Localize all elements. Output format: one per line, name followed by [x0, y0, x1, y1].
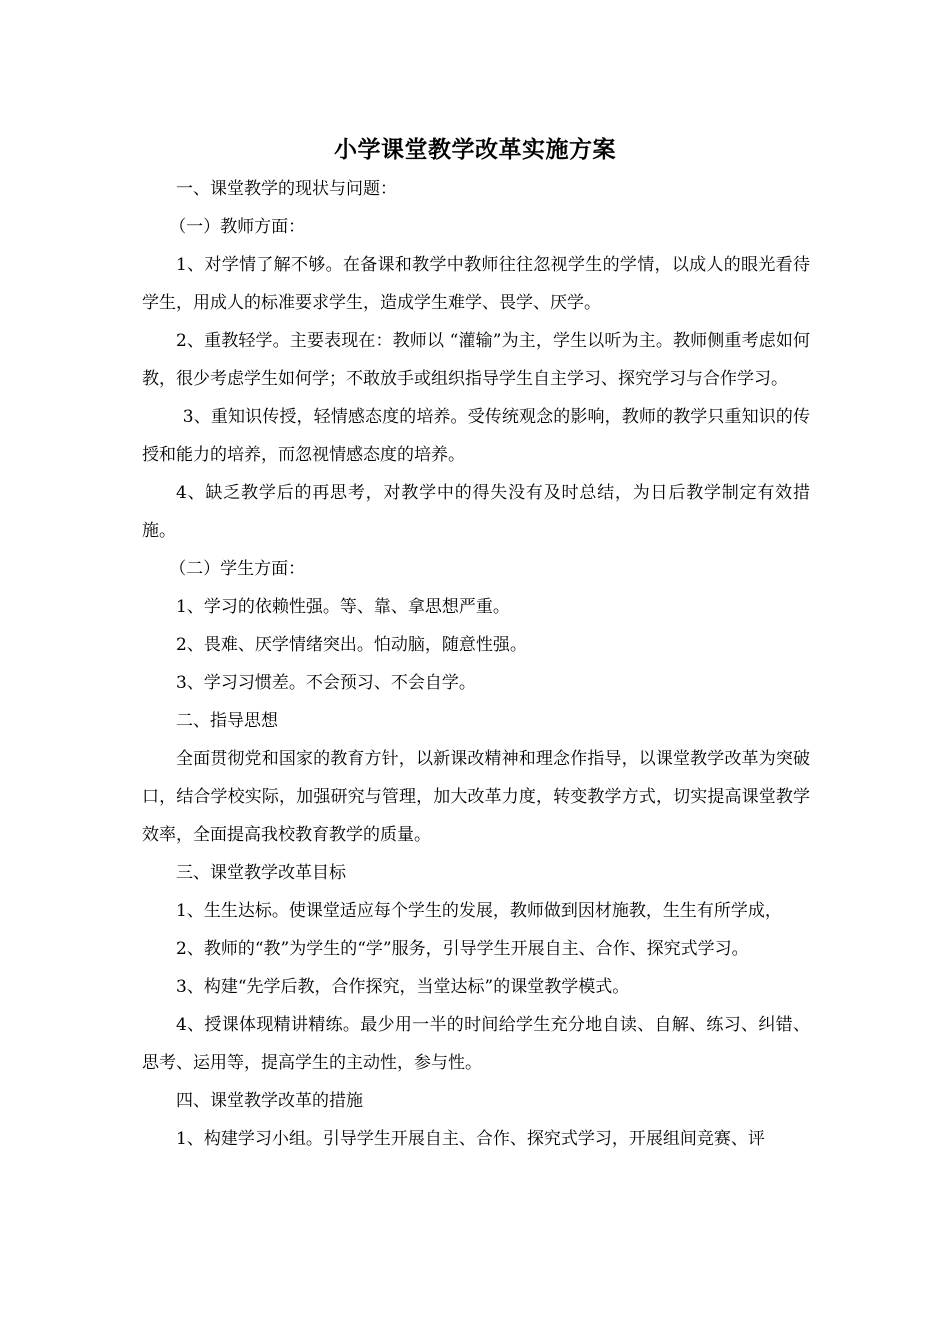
section-heading-2: 二、指导思想 — [176, 711, 278, 731]
paragraph: 1、生生达标。使课堂适应每个学生的发展，教师做到因材施教，生生有所学成， — [176, 901, 782, 921]
paragraph: 2、教师的“教”为学生的“学”服务，引导学生开展自主、合作、探究式学习。 — [176, 939, 749, 959]
paragraph: 1、学习的依赖性强。等、靠、拿思想严重。 — [176, 597, 510, 617]
paragraph: 3、重知识传授，轻情感态度的培养。受传统观念的影响，教师的教学只重知识的传授和能力的培养，而忽视情感态度的培养。 — [142, 407, 810, 465]
paragraph: 3、学习习惯差。不会预习、不会自学。 — [176, 673, 476, 693]
section-heading-1: 一、课堂教学的现状与问题： — [176, 179, 397, 199]
paragraph: 全面贯彻党和国家的教育方针，以新课改精神和理念作指导，以课堂教学改革为突破口，结合学校实际，加强研究与管理，加大改革力度，转变教学方式，切实提高课堂教学效率，全面提高我校教育教学的质量。 — [142, 749, 810, 845]
paragraph: 4、授课体现精讲精练。最少用一半的时间给学生充分地自读、自解、练习、纠错、思考、运用等，提高学生的主动性，参与性。 — [142, 1015, 810, 1073]
document-body — [142, 170, 810, 1158]
paragraph: 1、对学情了解不够。在备课和教学中教师往往忽视学生的学情，以成人的眼光看待学生，用成人的标准要求学生，造成学生难学、畏学、厌学。 — [142, 255, 810, 313]
paragraph: 3、构建“先学后教，合作探究，当堂达标”的课堂教学模式。 — [176, 977, 630, 997]
paragraph: 2、畏难、厌学情绪突出。怕动脑，随意性强。 — [176, 635, 527, 655]
paragraph: 4、缺乏教学后的再思考，对教学中的得失没有及时总结，为日后教学制定有效措施。 — [142, 483, 810, 541]
document-title: 小学课堂教学改革实施方案 — [334, 136, 616, 163]
paragraph: 2、重教轻学。主要表现在：教师以 “灌输”为主，学生以听为主。教师侧重考虑如何教，很少考虑学生如何学；不敢放手或组织指导学生自主学习、探究学习与合作学习。 — [142, 331, 810, 389]
paragraph: 1、构建学习小组。引导学生开展自主、合作、探究式学习，开展组间竞赛、评 — [176, 1129, 765, 1149]
subsection-heading-students: （二）学生方面： — [169, 559, 306, 579]
section-heading-4: 四、课堂教学改革的措施 — [176, 1091, 363, 1111]
section-heading-3: 三、课堂教学改革目标 — [176, 863, 346, 883]
subsection-heading-teachers: （一）教师方面： — [169, 217, 306, 237]
